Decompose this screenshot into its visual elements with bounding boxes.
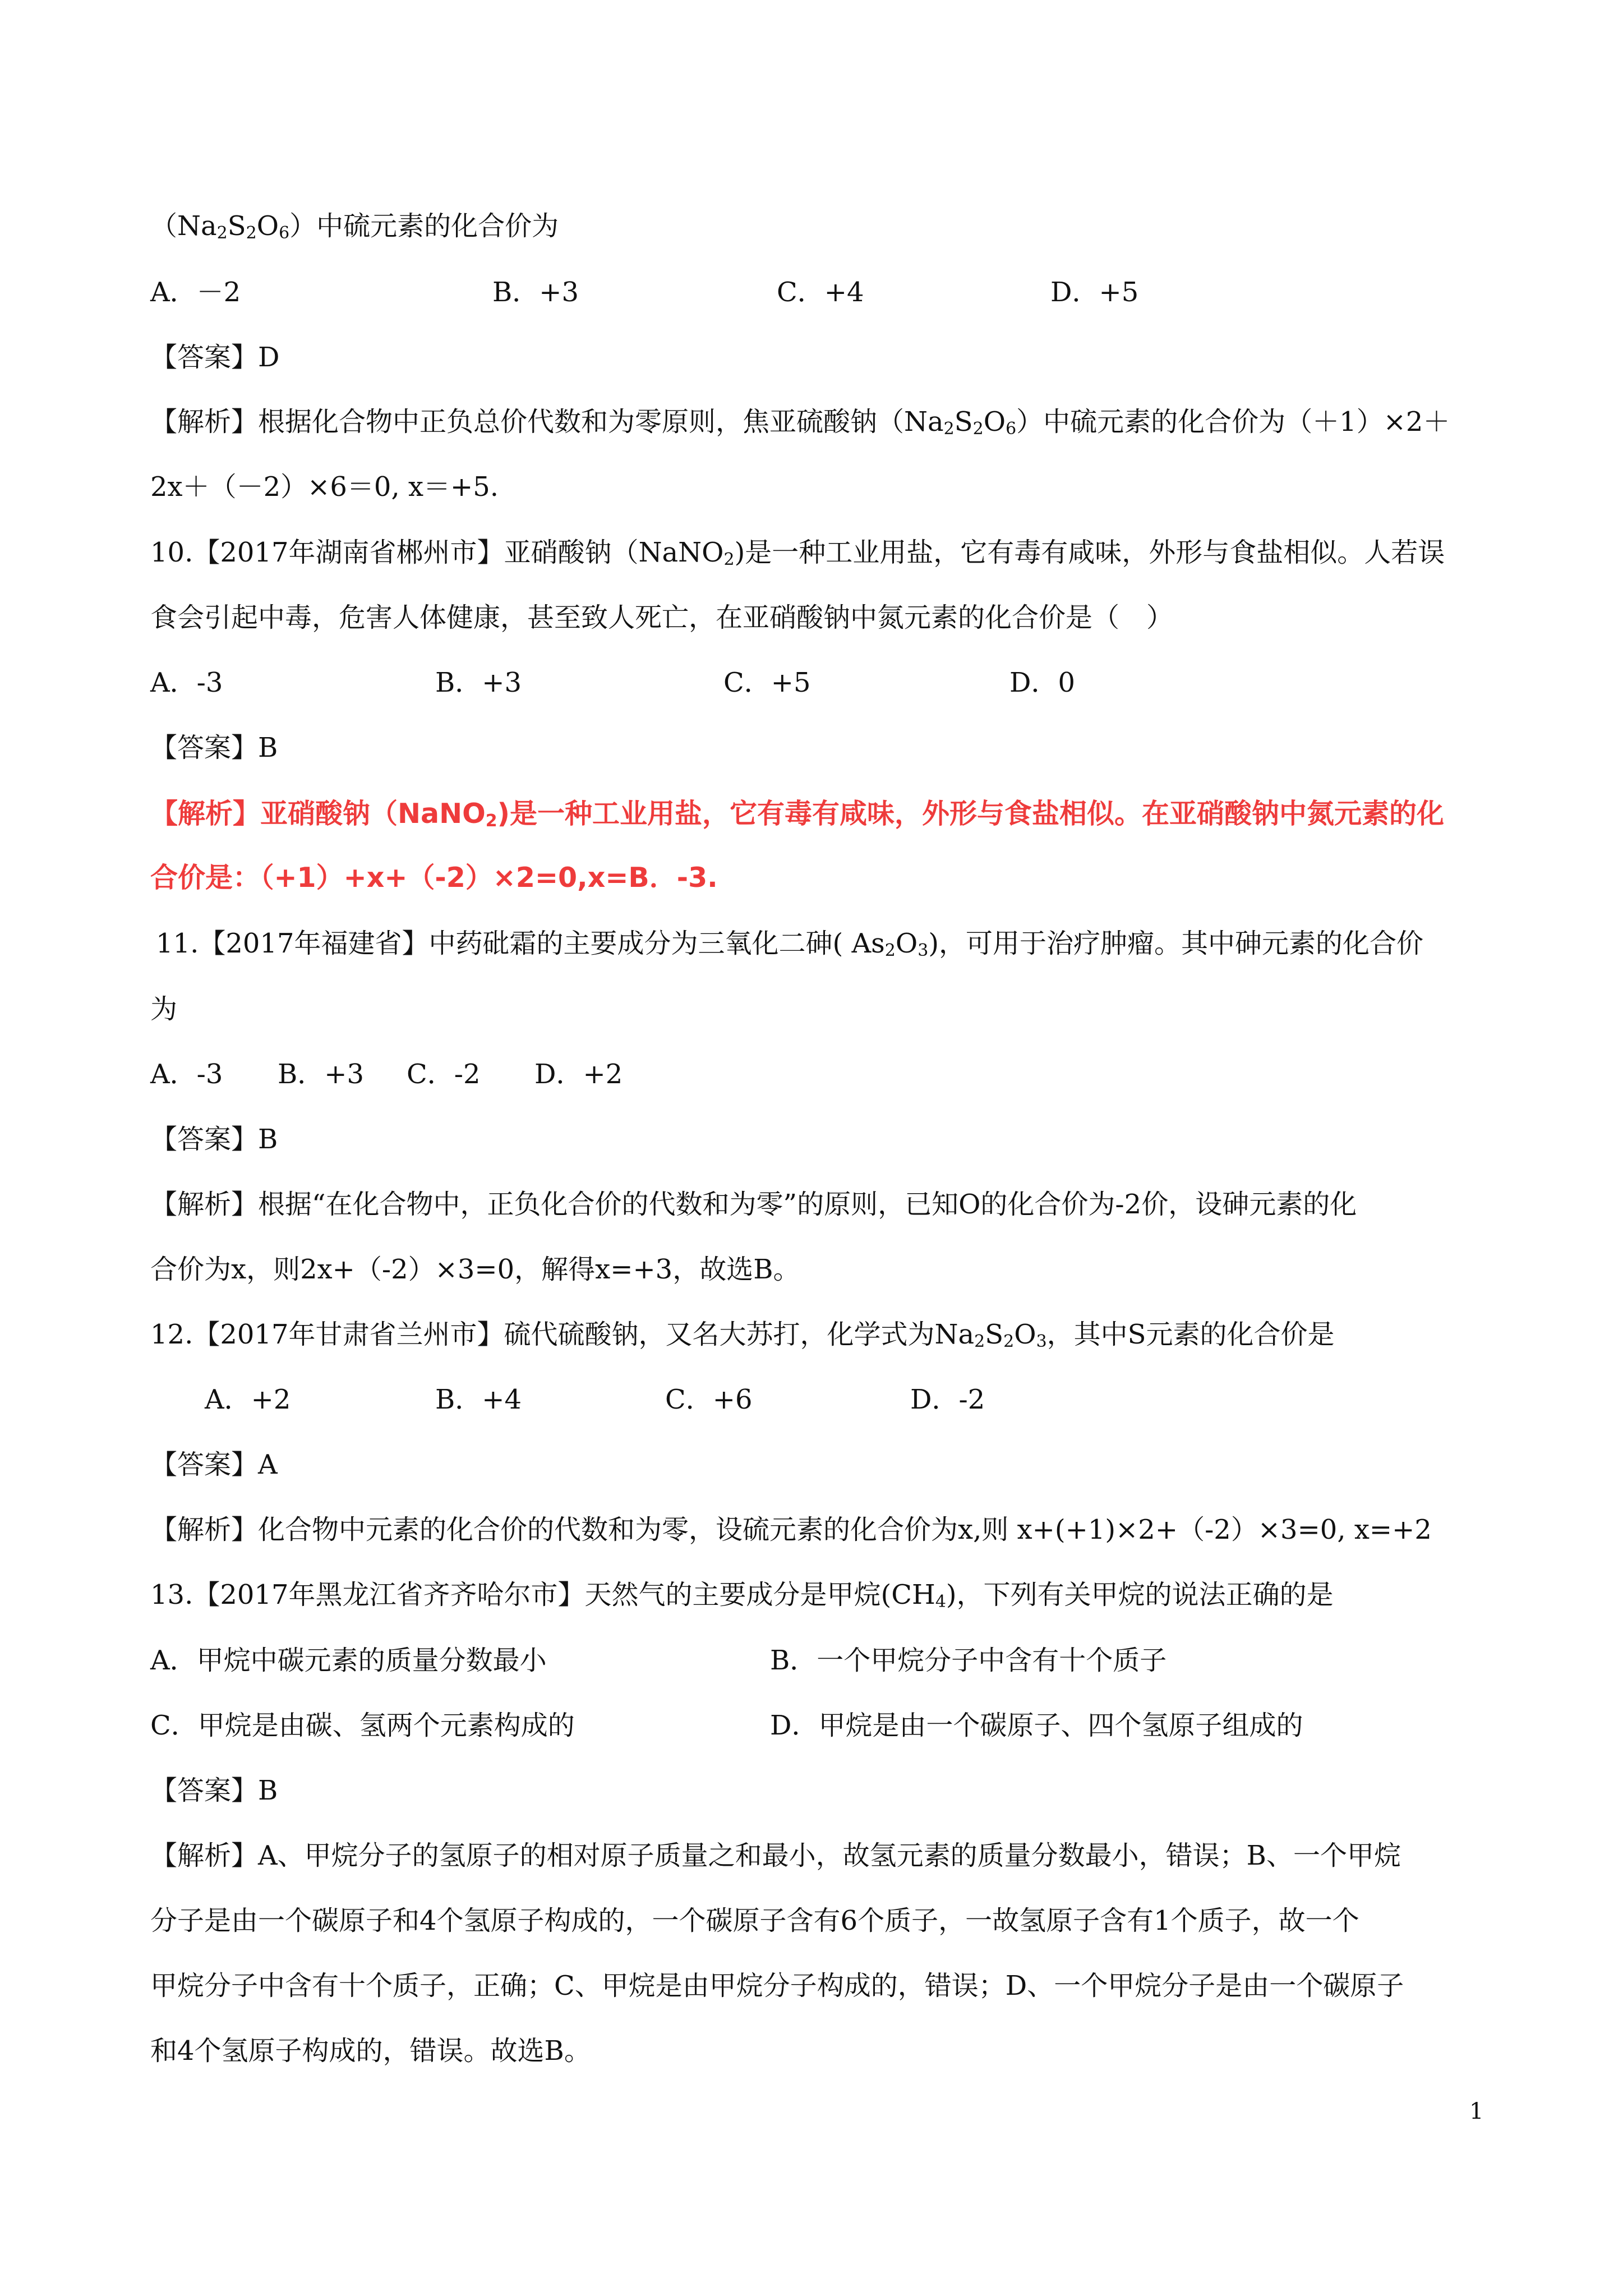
q13-analysis-line-1: 【解析】A、甲烷分子的氢原子的相对原子质量之和最小，故氢元素的质量分数最小，错误；B、一个甲烷 — [150, 1840, 1401, 1871]
q10-answer: 【答案】B — [150, 732, 278, 763]
q9-analysis-line-1: 【解析】根据化合物中正负总价代数和为零原则，焦亚硫酸钠$(Na_2S_2O_6)$中硫元素的化合价为（＋1）×2＋ — [150, 406, 1450, 439]
q9-option-d: D．+5 — [1050, 277, 1139, 308]
q10-option-b: B．+3 — [435, 667, 522, 698]
q9-option-c: C．+4 — [777, 277, 864, 308]
q11-stem-line-2: 为 — [150, 993, 178, 1025]
q13-option-a: A．甲烷中碳元素的质量分数最小 — [150, 1645, 547, 1676]
q9-option-a: A．－2 — [150, 277, 241, 308]
page-number: 1 — [1469, 2099, 1484, 2124]
q13-option-d: D．甲烷是由一个碳原子、四个氢原子组成的 — [770, 1710, 1303, 1741]
q12-stem: 12.【2017年甘肃省兰州市】硫代硫酸钠，又名大苏打，化学式为$Na_2S_2O_3$，其中S元素的化合价是 — [150, 1319, 1335, 1351]
q10-stem-line-2: 食会引起中毒，危害人体健康，甚至致人死亡，在亚硝酸钠中氮元素的化合价是（ ） — [150, 602, 1174, 633]
q11-option-d: D．+2 — [534, 1059, 623, 1090]
q12-option-d: D．-2 — [910, 1384, 985, 1415]
q12-option-c: C．+6 — [665, 1384, 753, 1415]
q12-option-b: B．+4 — [435, 1384, 522, 1415]
q12-option-a: A．+2 — [205, 1384, 291, 1415]
q13-analysis-line-4: 和4个氢原子构成的，错误。故选B。 — [150, 2035, 591, 2067]
q11-option-a: A．-3 — [150, 1059, 223, 1090]
q10-option-d: D．0 — [1009, 667, 1076, 698]
q12-analysis: 【解析】化合物中元素的化合价的代数和为零，设硫元素的化合价为x,则 x+(+1)×2+（-2）×3=0, x=+2 — [150, 1514, 1432, 1545]
q11-answer: 【答案】B — [150, 1124, 278, 1155]
q10-option-c: C．+5 — [723, 667, 811, 698]
q11-option-b: B．+3 — [278, 1059, 365, 1090]
q13-answer: 【答案】B — [150, 1775, 278, 1806]
q10-option-a: A．-3 — [150, 667, 223, 698]
q10-analysis-line-2: 合价是：（+1）+x+（-2）×2=0,x=B．-3. — [150, 862, 718, 894]
q13-option-b: B．一个甲烷分子中含有十个质子 — [770, 1645, 1167, 1676]
q12-answer: 【答案】A — [150, 1449, 278, 1480]
q10-analysis-line-1: 【解析】亚硝酸钠（NaNO$_2$)是一种工业用盐，它有毒有咸味，外形与食盐相似。在亚硝酸钠中氮元素的化 — [150, 798, 1445, 831]
q9-stem: $(Na_2S_2O_6)$中硫元素的化合价为 — [150, 210, 559, 243]
q11-analysis-line-2: 合价为x，则2x+（-2）×3=0，解得x=+3，故选B。 — [150, 1254, 800, 1285]
q9-answer: 【答案】D — [150, 342, 280, 373]
q9-option-b: B．+3 — [492, 277, 579, 308]
q11-analysis-line-1: 【解析】根据“在化合物中，正负化合价的代数和为零”的原则，已知O的化合价为-2价，设砷元素的化 — [150, 1189, 1357, 1220]
q13-stem: 13.【2017年黑龙江省齐齐哈尔市】天然气的主要成分是甲烷$(CH_4)$，下列有关甲烷的说法正确的是 — [150, 1579, 1334, 1612]
q13-option-c: C．甲烷是由碳、氢两个元素构成的 — [150, 1710, 575, 1741]
q13-analysis-line-2: 分子是由一个碳原子和4个氢原子构成的，一个碳原子含有6个质子，一故氢原子含有1个质子，故一个 — [150, 1905, 1359, 1936]
q13-analysis-line-3: 甲烷分子中含有十个质子，正确；C、甲烷是由甲烷分子构成的，错误；D、一个甲烷分子是由一个碳原子 — [150, 1970, 1404, 2001]
q9-analysis-line-2: 2x＋（－2）×6＝0, x＝+5. — [150, 471, 499, 503]
q10-stem-line-1: 10.【2017年湖南省郴州市】亚硝酸钠（NaNO$_2$)是一种工业用盐，它有毒有咸味，外形与食盐相似。人若误 — [150, 537, 1445, 569]
q11-option-c: C．-2 — [407, 1059, 481, 1090]
q11-stem-line-1: 11.【2017年福建省】中药砒霜的主要成分为三氧化二砷( $As_2O_3$)，可用于治疗肿瘤。其中砷元素的化合价 — [156, 928, 1424, 960]
